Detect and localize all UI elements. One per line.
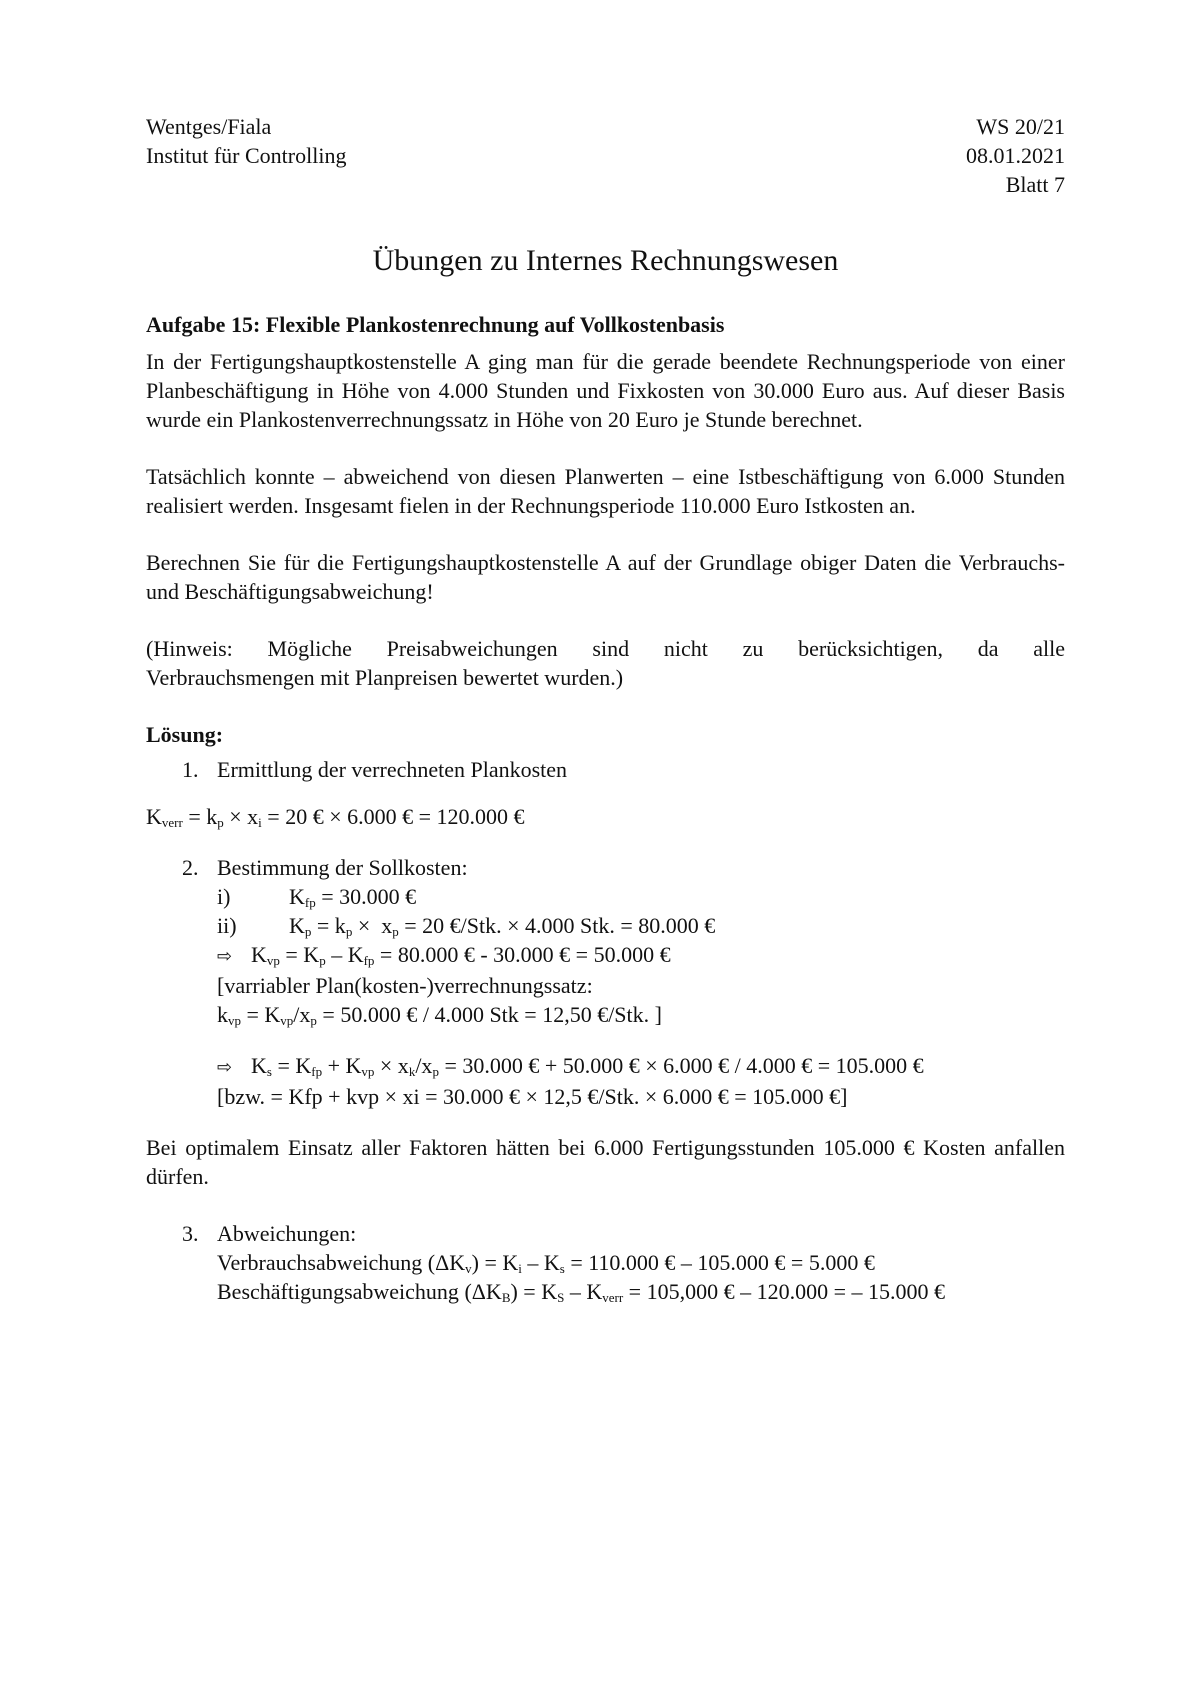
formula-kverr: $K_{verr} = k_p \times x_i = 20$ € × 6.000 € = 120.000 € <box>146 804 525 830</box>
solution-step-1 <box>182 755 1065 784</box>
date: 08.01.2021 <box>966 143 1065 168</box>
formula-kp-line: ii) $K_p = k_p \times x_p = 20$ €/Stk. × 4.000 Stk. = 80.000 € <box>217 913 716 939</box>
formula-value: = 30.000 € + 50.000 € × 6.000 € / 4.000 € = 105.000 € <box>444 1053 924 1078</box>
formula-value: = 110.000 € – 105.000 € = 5.000 € <box>570 1250 875 1275</box>
page-title: Übungen zu Internes Rechnungswesen <box>372 244 839 277</box>
formula-label: Beschäftigungsabweichung <box>217 1279 459 1304</box>
formula-verbrauchsabweichung: Verbrauchsabweichung $(\Delta K_v) = K_i - K_s = 110.000$ € – 105.000 € = 5.000 € <box>217 1250 875 1276</box>
formula-bzw-line: [bzw. = Kfp + kvp × xi = 30.000 € × 12,5 €/Stk. × 6.000 € = 105.000 €] <box>217 1084 848 1109</box>
hint-line-1: (Hinweis: Mögliche Preisabweichungen sind nicht zu berücksichtigen, da alle <box>146 636 1065 661</box>
formula-kfp-line: i) $K_{fp} = 30.000$ € <box>217 884 417 910</box>
formula-label: Verbrauchsabweichung <box>217 1250 423 1275</box>
step-number: 1. <box>182 757 199 782</box>
hint-line-2: Verbrauchsmengen mit Planpreisen bewertet wurden.) <box>146 665 624 690</box>
step-number: 2. <box>182 855 199 880</box>
bracket-line-1: [varriabler Plan(kosten-)verrechnungssatz: <box>217 973 593 998</box>
task-heading: Aufgabe 15: Flexible Plankostenrechnung auf Vollkostenbasis <box>146 312 725 337</box>
formula-ks-line: ⇨ $K_s = K_{fp} + K_{vp} \times x_k/x_p = 30.000$ € + 50.000 € × 6.000 € / 4.000 € = 105.000 € <box>217 1051 1065 1082</box>
formula-value: = 50.000 € / 4.000 Stk = 12,50 €/Stk. ] <box>322 1002 662 1027</box>
institute: Institut für Controlling <box>146 143 347 168</box>
formula-beschaeftigungsabweichung: Beschäftigungsabweichung $(\Delta K_B) = K_S - K_{verr} = 105,000$ € – 120.000 = – 15.000 € <box>217 1279 945 1305</box>
formula-value: = 105,000 € – 120.000 = – 15.000 € <box>628 1279 945 1304</box>
task-paragraph: Tatsächlich konnte – abweichend von diesen Planwerten – eine Istbeschäftigung von 6.000 Stunden realisiert werden. Insgesamt fielen in der Rechnungsperiode 110.000 Euro Istkosten an. <box>146 464 1065 518</box>
step-title: Bestimmung der Sollkosten: <box>217 855 468 880</box>
task-paragraph: In der Fertigungshauptkostenstelle A ging man für die gerade beendete Rechnungsperiode von einer Planbeschäftigung in Höhe von 4.000 Stunden und Fixkosten von 30.000 Euro aus. Auf dieser Basis wurde ein Plankostenverrechnungssatz in Höhe von 20 Euro je Stunde berechnet. <box>146 349 1065 432</box>
solution-label: Lösung: <box>146 722 224 747</box>
item-label: ii) <box>217 913 237 938</box>
step-title: Ermittlung der verrechneten Plankosten <box>217 757 568 782</box>
solution-step-3 <box>182 1219 1065 1248</box>
formula-value: = 80.000 € - 30.000 € = 50.000 € <box>379 942 671 967</box>
document-content <box>146 310 1065 1306</box>
arrow-right-icon: ⇨ <box>217 946 233 967</box>
solution-step-2 <box>182 853 1065 882</box>
sheet-number: Blatt 7 <box>1005 172 1065 197</box>
formula-kvp-rate: $k_{vp} = K_{vp}/x_p = 50.000$ € / 4.000 Stk = 12,50 €/Stk. ] <box>217 1002 662 1028</box>
semester: WS 20/21 <box>976 114 1065 139</box>
document-header <box>146 112 1065 199</box>
arrow-right-icon: ⇨ <box>217 1057 233 1078</box>
step-number: 3. <box>182 1221 199 1246</box>
formula-kvp-line: ⇨ $K_{vp} = K_p - K_{fp} = 80.000$ € - 30.000 € = 50.000 € <box>217 940 1065 971</box>
formula-value: = 30.000 € <box>321 884 417 909</box>
document-page <box>146 0 1065 1696</box>
item-label: i) <box>217 884 231 909</box>
formula-value: = 20 €/Stk. × 4.000 Stk. = 80.000 € <box>404 913 716 938</box>
step-title: Abweichungen: <box>217 1221 357 1246</box>
conclusion-paragraph: Bei optimalem Einsatz aller Faktoren hätten bei 6.000 Fertigungsstunden 105.000 € Kosten anfallen dürfen. <box>146 1135 1065 1189</box>
authors: Wentges/Fiala <box>146 114 272 139</box>
task-paragraph: Berechnen Sie für die Fertigungshauptkostenstelle A auf der Grundlage obiger Daten die Verbrauchs- und Beschäftigungsabweichung! <box>146 550 1065 604</box>
formula-value: = 20 € × 6.000 € = 120.000 € <box>267 804 525 829</box>
